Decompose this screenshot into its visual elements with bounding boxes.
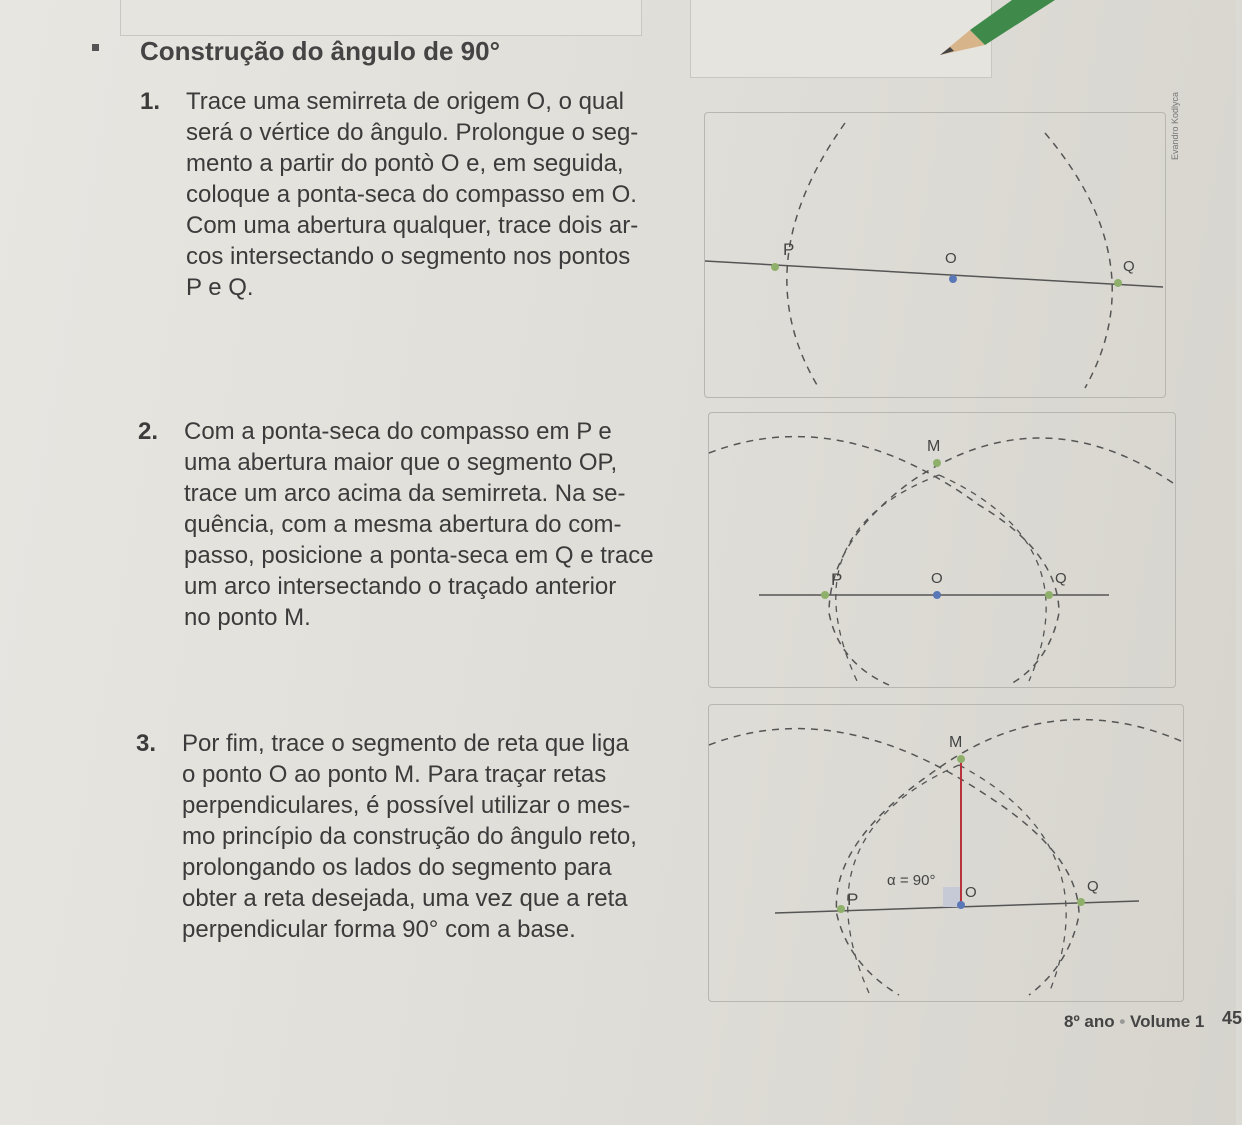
point-p (771, 263, 779, 271)
step-1 (140, 86, 639, 303)
step-2 (138, 416, 654, 633)
previous-content-box (120, 0, 642, 36)
footer-grade: 8º ano (1064, 1012, 1115, 1031)
label-q: Q (1123, 258, 1135, 275)
compass-arc-right (959, 765, 1066, 993)
step-text-line: perpendiculares, é possível utilizar o mes- (182, 792, 631, 819)
point-p (837, 905, 845, 913)
step-number: 3. (136, 730, 157, 757)
step-text-line: passo, posicione a ponta-seca em Q e trace (184, 542, 654, 569)
compass-arc-from-q (829, 438, 1173, 685)
angle-label: α = 90° (887, 872, 936, 889)
label-o: O (965, 884, 977, 901)
step-text-line: quência, com a mesma abertura do com- (184, 511, 622, 538)
section-title: Construção do ângulo de 90° (140, 36, 500, 66)
label-p: P (783, 240, 795, 259)
step-number: 2. (138, 418, 159, 445)
label-m: M (949, 734, 963, 751)
point-o (933, 591, 941, 599)
figure-step-3 (708, 704, 1184, 1002)
step-text-line: no ponto M. (184, 604, 311, 631)
point-q (1045, 591, 1053, 599)
step-text-line: prolongando os lados do segmento para (182, 854, 612, 881)
label-o: O (945, 250, 957, 267)
footer-volume: Volume 1 (1130, 1012, 1205, 1031)
compass-arc-from-q (836, 720, 1181, 995)
point-o (949, 275, 957, 283)
image-credit: Evandro Kodlyca (1170, 91, 1180, 160)
point-p (821, 591, 829, 599)
label-q: Q (1055, 570, 1067, 587)
label-m: M (927, 438, 941, 455)
figure-step-2 (708, 412, 1176, 688)
step-text-line: Com a ponta-seca do compasso em P e (184, 418, 612, 445)
point-q (1114, 279, 1122, 287)
point-o (957, 901, 965, 909)
step-text-line: Trace uma semirreta de origem O, o qual (186, 88, 624, 115)
step-text-line: perpendicular forma 90° com a base. (182, 916, 576, 943)
point-m (933, 459, 941, 467)
step-text-line: cos intersectando o segmento nos pontos (186, 243, 631, 270)
section-bullet (92, 44, 99, 51)
point-q (1077, 898, 1085, 906)
step-text-line: um arco intersectando o traçado anterior (184, 573, 617, 600)
step-text-line: Com uma abertura qualquer, trace dois ar- (186, 212, 639, 239)
compass-arc-from-p (709, 729, 1079, 995)
compass-arc-from-p (709, 437, 1059, 685)
step-text-line: obter a reta desejada, uma vez que a reta (182, 885, 628, 912)
page-number: 45 (1222, 1008, 1242, 1028)
label-p: P (831, 570, 843, 589)
step-text-line: coloque a ponta-seca do compasso em O. (186, 181, 637, 208)
pencil-icon (930, 0, 1050, 70)
step-text-line: mento a partir do pontò O e, em seguida, (186, 150, 624, 177)
step-text-line: mo princípio da construção do ângulo reto, (182, 823, 637, 850)
step-text-line: será o vértice do ângulo. Prolongue o seg- (186, 119, 639, 146)
point-m (957, 755, 965, 763)
label-p: P (847, 890, 859, 909)
page-footer (1064, 1012, 1204, 1032)
step-text-line: trace um arco acima da semirreta. Na se- (184, 480, 626, 507)
step-text-line: Por fim, trace o segmento de reta que liga (182, 730, 629, 757)
step-text-line: o ponto O ao ponto M. Para traçar retas (182, 761, 607, 788)
label-o: O (931, 570, 943, 587)
compass-arc-right (1045, 133, 1112, 388)
step-text-line: uma abertura maior que o segmento OP, (184, 449, 618, 476)
step-text-line: P e Q. (186, 274, 254, 301)
label-q: Q (1087, 878, 1099, 895)
compass-arc-left (836, 475, 939, 681)
compass-arc-left (787, 123, 845, 385)
step-3 (136, 728, 637, 945)
footer-separator: • (1119, 1012, 1126, 1031)
step-number: 1. (140, 88, 161, 115)
figure-step-1 (704, 112, 1166, 398)
compass-arc-right (939, 475, 1046, 681)
